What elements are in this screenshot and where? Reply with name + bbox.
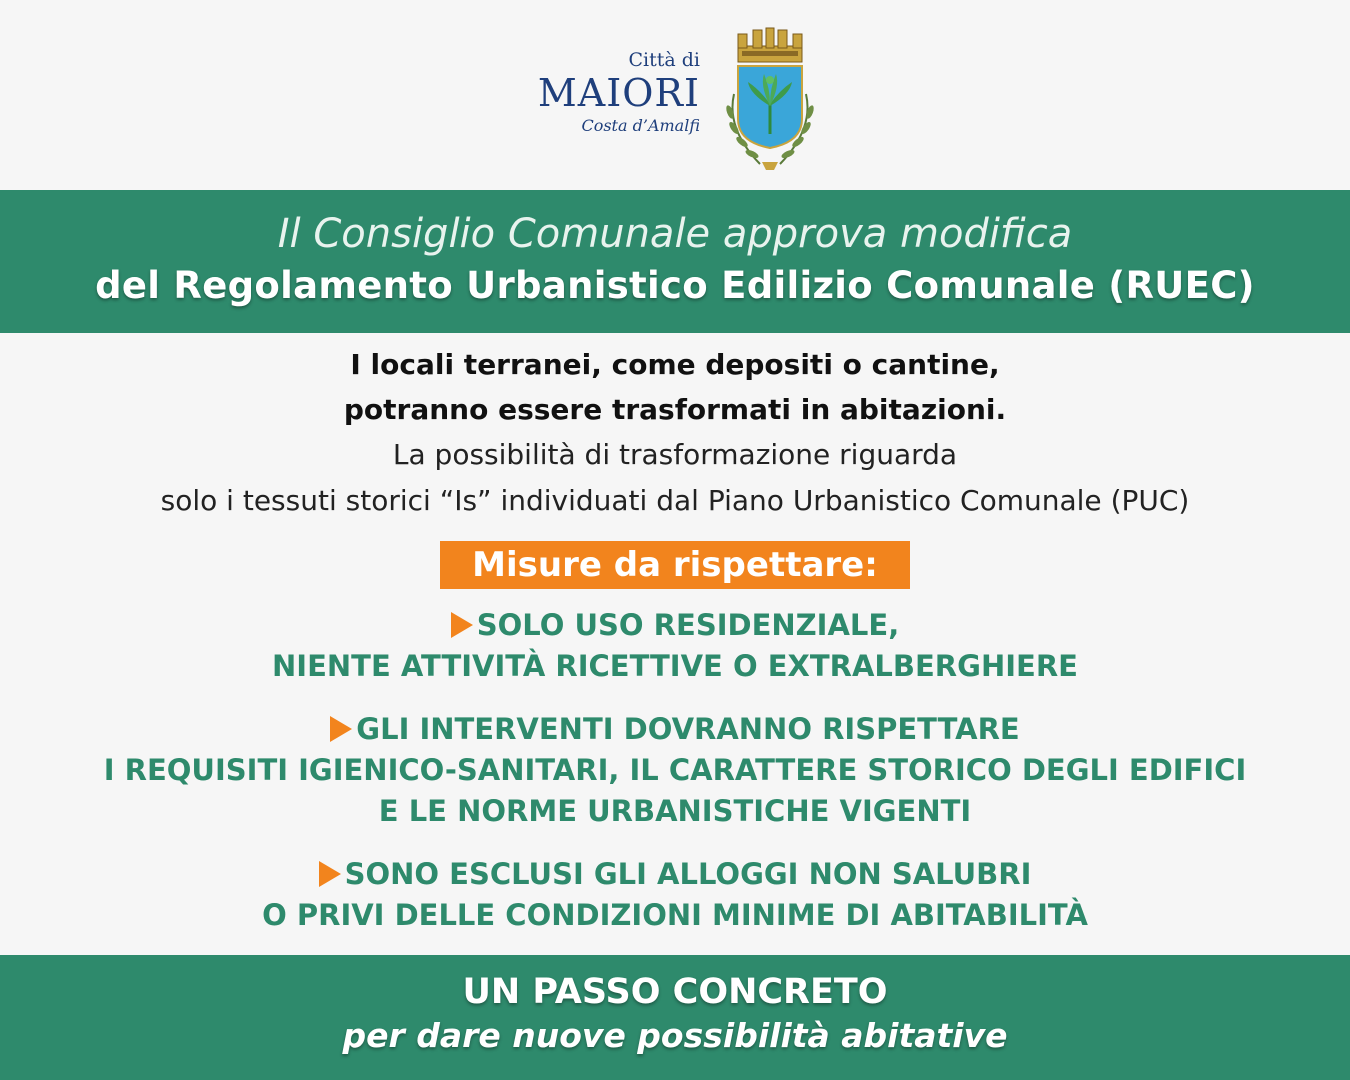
intro-bold-line-1: I locali terranei, come depositi o cantine, (350, 348, 1000, 381)
intro-text (0, 342, 1350, 524)
city-name: MAIORI (537, 71, 700, 115)
logo-area (0, 0, 1350, 190)
measure-item (0, 854, 1350, 936)
measure-line (0, 605, 1350, 646)
footer-subtitle: per dare nuove possibilità abitative (342, 1016, 1008, 1055)
header-title: del Regolamento Urbanistico Edilizio Comunale (RUEC) (95, 264, 1255, 307)
measures-label: Misure da rispettare: (440, 541, 910, 589)
city-prefix: Città di (628, 49, 700, 71)
orange-arrow-icon (451, 612, 473, 638)
measure-line: O PRIVI DELLE CONDIZIONI MINIME DI ABITABILITÀ (262, 898, 1088, 932)
intro-line-4: solo i tessuti storici “Is” individuati dal Piano Urbanistico Comunale (PUC) (160, 484, 1190, 517)
measure-line: NIENTE ATTIVITÀ RICETTIVE O EXTRALBERGHIERE (272, 649, 1078, 683)
measures-list (0, 605, 1350, 958)
footer-band (0, 955, 1350, 1080)
measure-item (0, 709, 1350, 832)
measure-line: E LE NORME URBANISTICHE VIGENTI (378, 794, 972, 828)
orange-arrow-icon (319, 861, 341, 887)
measure-line (0, 854, 1350, 895)
municipal-crest-icon (720, 24, 820, 174)
measure-text: SOLO USO RESIDENZIALE, (476, 608, 900, 642)
intro-bold-line-2: potranno essere trasformati in abitazioni. (343, 393, 1007, 426)
measure-line: I REQUISITI IGIENICO-SANITARI, IL CARATTERE STORICO DEGLI EDIFICI (103, 753, 1247, 787)
measure-item (0, 605, 1350, 687)
footer-title: UN PASSO CONCRETO (462, 972, 888, 1012)
intro-line-3: La possibilità di trasformazione riguarda (392, 438, 958, 471)
measure-text: SONO ESCLUSI GLI ALLOGGI NON SALUBRI (344, 857, 1032, 891)
city-logo-text (520, 48, 700, 136)
header-subtitle: Il Consiglio Comunale approva modifica (277, 211, 1073, 257)
measure-text: GLI INTERVENTI DOVRANNO RISPETTARE (356, 712, 1020, 746)
measure-line (0, 709, 1350, 750)
header-band (0, 190, 1350, 333)
orange-arrow-icon (330, 716, 352, 742)
city-subtitle: Costa d’Amalfi (581, 116, 700, 135)
